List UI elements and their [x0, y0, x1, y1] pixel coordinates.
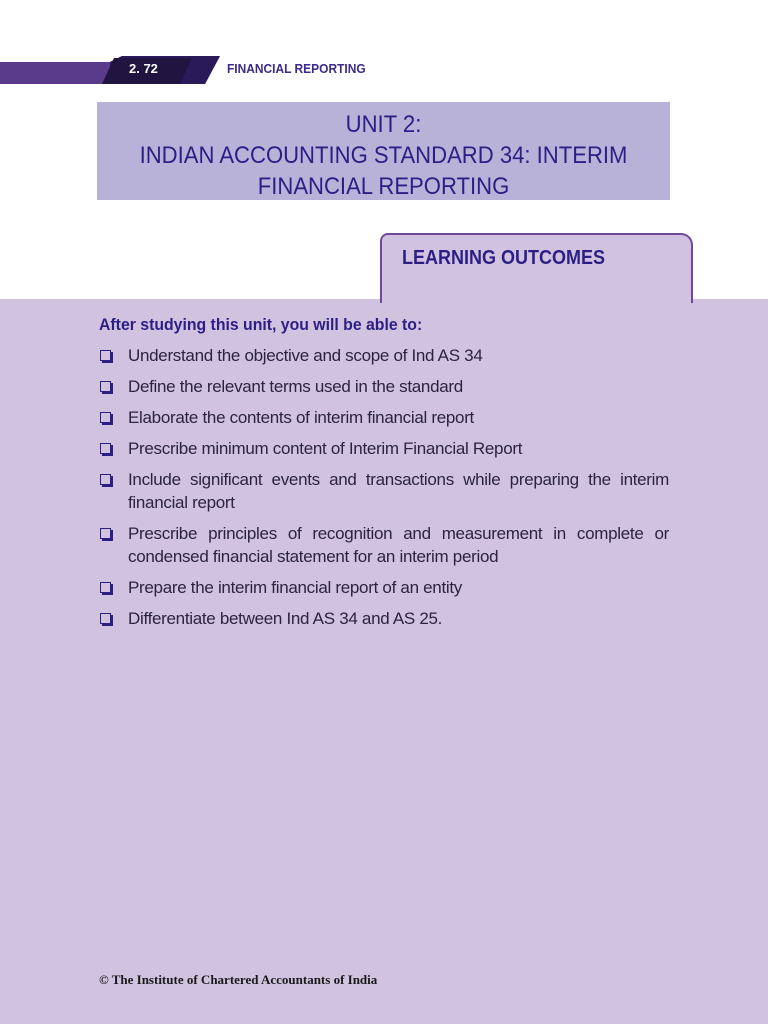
unit-title-box	[97, 102, 670, 200]
checkbox-bullet-icon	[100, 474, 111, 485]
list-item-text: Define the relevant terms used in the standard	[128, 377, 463, 396]
list-item	[99, 468, 669, 514]
checkbox-bullet-icon	[100, 350, 111, 361]
list-item	[99, 576, 669, 599]
page-number: 2. 72	[129, 61, 158, 76]
list-item-text: Prepare the interim financial report of an entity	[128, 578, 462, 597]
list-item	[99, 522, 669, 568]
list-item	[99, 406, 669, 429]
checkbox-bullet-icon	[100, 528, 111, 539]
list-item-text: Prescribe principles of recognition and measurement in complete or condensed financial statement for an interim period	[128, 524, 669, 566]
copyright-footer: © The Institute of Chartered Accountants of India	[99, 972, 378, 987]
list-item-text: Understand the objective and scope of Ind AS 34	[128, 346, 483, 365]
list-item	[99, 375, 669, 398]
running-header: FINANCIAL REPORTING	[227, 61, 366, 76]
checkbox-bullet-icon	[100, 613, 111, 624]
list-item-text: Prescribe minimum content of Interim Financial Report	[128, 439, 523, 458]
header-band	[0, 56, 230, 86]
list-item	[99, 344, 669, 367]
header-band-shape	[0, 56, 230, 86]
checkbox-bullet-icon	[100, 381, 111, 392]
unit-title-line-2: FINANCIAL REPORTING	[257, 173, 510, 200]
list-item-text: Include significant events and transactions while preparing the interim financial report	[128, 470, 669, 512]
checkbox-bullet-icon	[100, 412, 111, 423]
list-item	[99, 607, 669, 630]
unit-number: UNIT 2:	[345, 111, 422, 138]
list-item-text: Differentiate between Ind AS 34 and AS 25.	[128, 609, 443, 628]
checkbox-bullet-icon	[100, 582, 111, 593]
learning-outcomes-intro: After studying this unit, you will be able to:	[99, 315, 423, 334]
learning-outcomes-heading: LEARNING OUTCOMES	[402, 247, 606, 269]
list-item	[99, 437, 669, 460]
list-item-text: Elaborate the contents of interim financial report	[128, 408, 474, 427]
checkbox-bullet-icon	[100, 443, 111, 454]
learning-outcomes-list	[99, 344, 669, 638]
unit-title-line-1: INDIAN ACCOUNTING STANDARD 34: INTERIM	[139, 142, 628, 169]
